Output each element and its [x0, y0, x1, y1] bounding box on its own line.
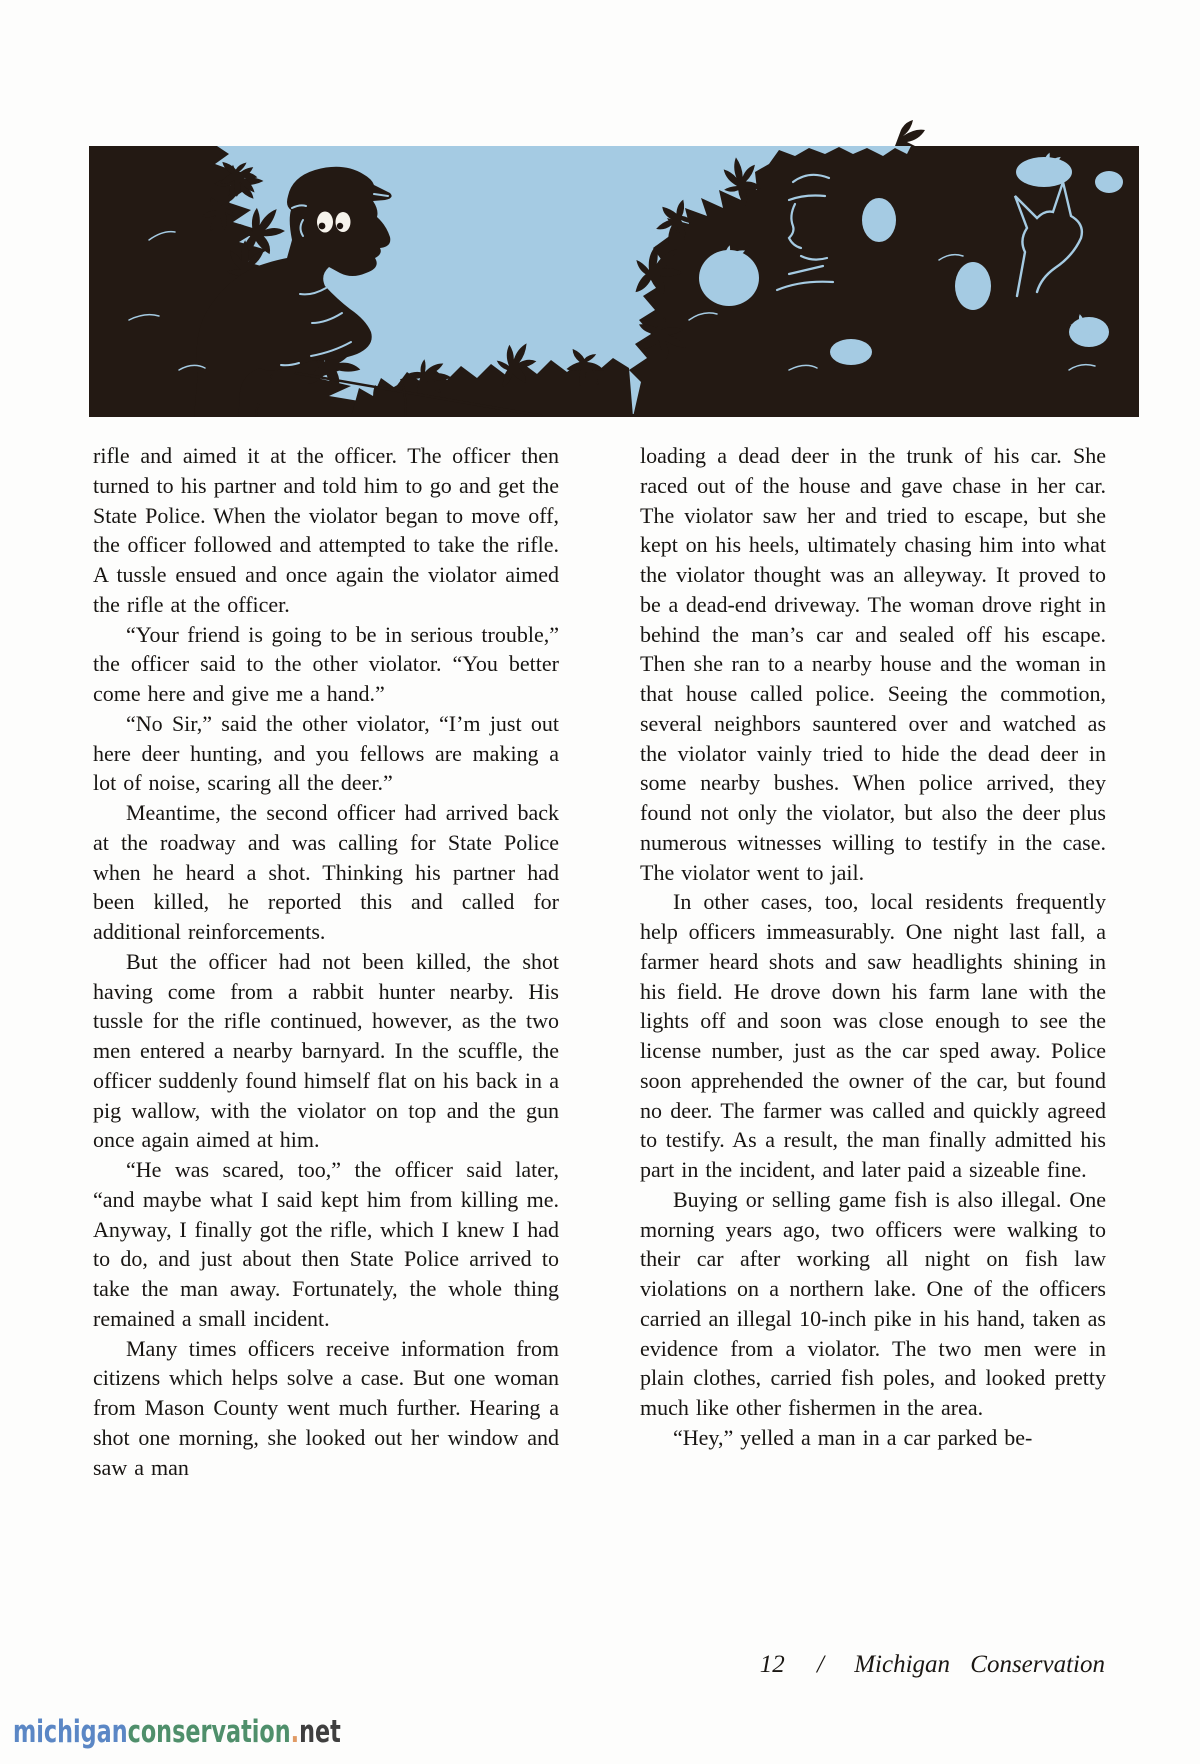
watermark — [13, 1714, 341, 1750]
paragraph: “No Sir,” said the other violator, “I’m just out here deer hunting, and you fellows are making a lot of noise, scaring all the deer.” — [93, 710, 559, 796]
paragraph: rifle and aimed it at the officer. The officer then turned to his partner and told him to go and get the State Police. When the violator began to move off, the officer followed and attempted to take the rifle. A tussle ensued and once again the violator aimed the rifle at the officer. — [93, 443, 559, 617]
top-sprig — [895, 120, 925, 146]
paragraph: “Hey,” yelled a man in a car parked be- — [673, 1424, 1033, 1450]
watermark-conservation: conservation — [127, 1714, 291, 1750]
poachers-in-bushes-artwork — [89, 120, 1139, 417]
paragraph: “Your friend is going to be in serious trouble,” the officer said to the other violator. “You better come here and give me a hand.” — [93, 621, 559, 706]
page-footer — [760, 1651, 1105, 1679]
magazine-title: Michigan Conservation — [854, 1651, 1105, 1678]
paragraph: In other cases, too, local residents frequently help officers immeasurably. One night last fall, a farmer heard shots and saw headlights shining in his field. He drove down his farm lane with the lights off and soon was close enough to see the license number, just as the car sped away. Police soon apprehended the owner of the car, but found no deer. The farmer was called and quickly agreed to testify. As a result, the man finally admitted his part in the incident, and later paid a sizeable fine. — [640, 889, 1106, 1182]
watermark-net: net — [299, 1714, 341, 1750]
paragraph: Buying or selling game fish is also illegal. One morning years ago, two officers were walking to their car after working all night on fish law violations on a northern lake. One of the officers carried an illegal 10-inch pike in his hand, taken as evidence from a violator. The two men were in plain clothes, carried fish poles, and looked pretty much like other fishermen in the area. — [640, 1186, 1106, 1420]
footer-separator: / — [817, 1651, 824, 1678]
paragraph: Meantime, the second officer had arrived back at the roadway and was calling for State Police when he heard a shot. Thinking his partner had been killed, he reported this and called for additional reinforcements. — [93, 800, 559, 944]
watermark-michigan: michigan — [13, 1714, 128, 1750]
paragraph: But the officer had not been killed, the shot having come from a rabbit hunter nearby. His tussle for the rifle continued, however, as the two men entered a nearby barnyard. In the scuffle, the officer suddenly found himself flat on his back in a pig wallow, with the violator on top and the gun once again aimed at him. — [93, 948, 559, 1153]
page-number: 12 — [759, 1651, 785, 1678]
paragraph: loading a dead deer in the trunk of his car. She raced out of the house and gave chase in her car. The violator saw her and tried to escape, but she kept on his heels, ultimately chasing him into what the violator thought was an alleyway. It proved to be a dead-end driveway. The woman drove right in behind the man’s car and sealed off his escape. Then she ran to a nearby house and the woman in that house called police. Seeing the commotion, several neighbors sauntered over and watched as the violator vainly tried to hide the dead deer in some nearby bushes. When police arrived, they found not only the violator, but also the deer plus numerous witnesses willing to testify in the case. The violator went to jail. — [640, 443, 1106, 885]
watermark-dot: . — [290, 1714, 300, 1750]
paragraph: “He was scared, too,” the officer said later, “and maybe what I said kept him from killing me. Anyway, I finally got the rifle, which I knew I had to do, and just about then State Police arrived to take the man away. Fortunately, the whole thing remained a small incident. — [93, 1157, 559, 1331]
illustration — [89, 120, 1139, 417]
right-column — [640, 441, 1106, 1453]
paragraph: Many times officers receive information from citizens which helps solve a case. But one woman from Mason County went much further. Hearing a shot one morning, she looked out her window and saw a man — [93, 1335, 559, 1480]
left-column — [93, 441, 559, 1482]
